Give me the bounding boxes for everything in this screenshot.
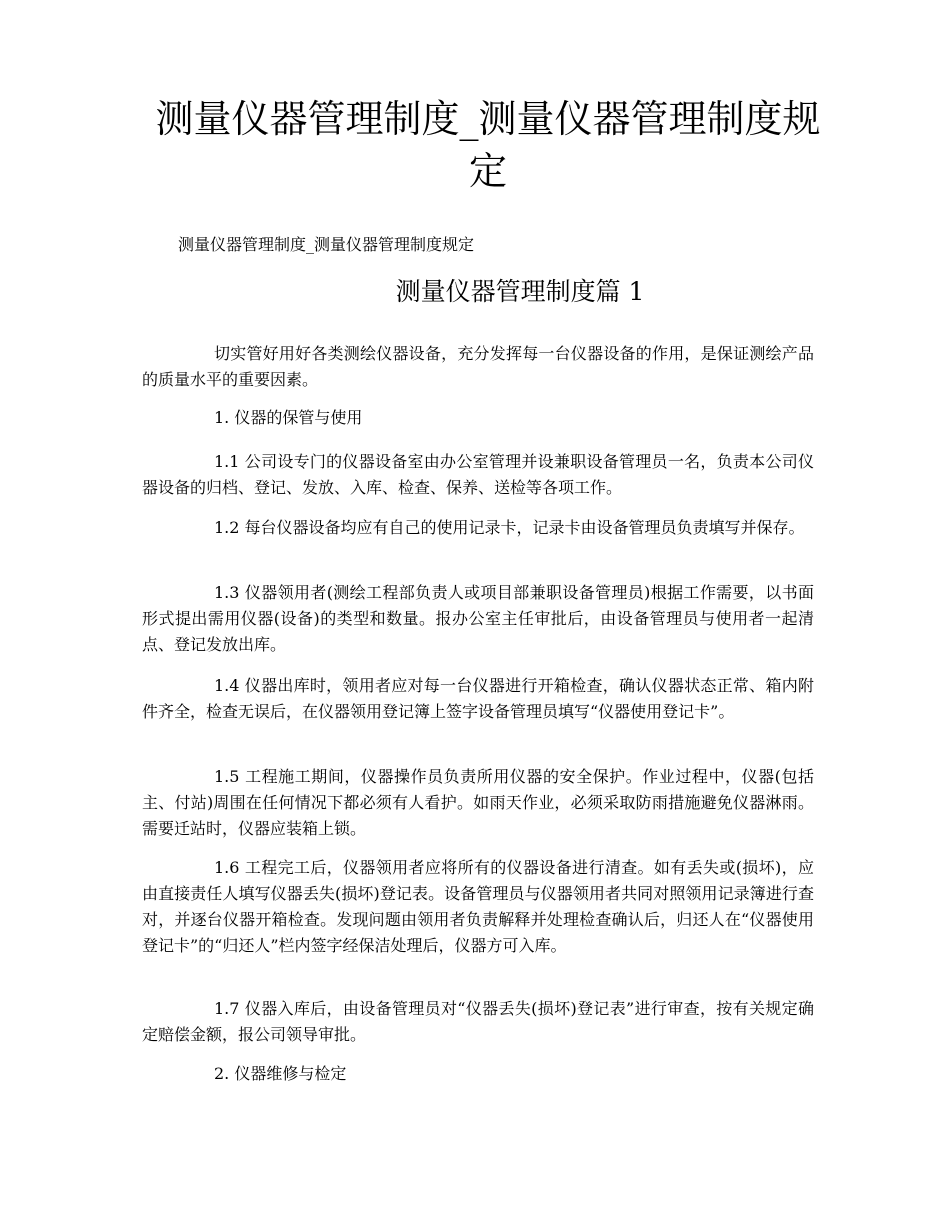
- clause-1-3: 1.3 仪器领用者(测绘工程部负责人或项目部兼职设备管理员)根据工作需要，以书面形式提出需用仪器(设备)的类型和数量。报办公室主任审批后，由设备管理员与使用者一起清点、登记发放出库。: [142, 583, 814, 654]
- document-title: 测量仪器管理制度_测量仪器管理制度规定: [155, 97, 821, 193]
- clause-1-6: 1.6 工程完工后，仪器领用者应将所有的仪器设备进行清查。如有丢失或(损坏)，应由直接责任人填写仪器丢失(损坏)登记表。设备管理员与仪器领用者共同对照领用记录簿进行查对，并逐台仪器开箱检查。发现问题由领用者负责解释并处理检查确认后，归还人在“仪器使用登记卡”的“归还人”栏内签字经保洁处理后，仪器方可入库。: [142, 858, 814, 955]
- clause-1-2: 1.2 每台仪器设备均应有自己的使用记录卡，记录卡由设备管理员负责填写并保存。: [214, 518, 805, 537]
- clause-heading-2: 2. 仪器维修与检定: [214, 1064, 347, 1083]
- intro-paragraph: 切实管好用好各类测绘仪器设备，充分发挥每一台仪器设备的作用，是保证测绘产品的质量水平的重要因素。: [142, 344, 814, 389]
- clause-1-4: 1.4 仪器出库时，领用者应对每一台仪器进行开箱检查，确认仪器状态正常、箱内附件齐全，检查无误后，在仪器领用登记簿上签字设备管理员填写“仪器使用登记卡”。: [142, 676, 814, 721]
- clause-1-7: 1.7 仪器入库后，由设备管理员对“仪器丢失(损坏)登记表”进行审查，按有关规定确定赔偿金额，报公司领导审批。: [142, 999, 814, 1044]
- document-subtitle: 测量仪器管理制度_测量仪器管理制度规定: [178, 235, 475, 254]
- clause-heading-1: 1. 仪器的保管与使用: [214, 408, 363, 427]
- clause-1-1: 1.1 公司设专门的仪器设备室由办公室管理并设兼职设备管理员一名，负责本公司仪器设备的归档、登记、发放、入库、检查、保养、送检等各项工作。: [142, 452, 814, 497]
- section-heading: 测量仪器管理制度篇 1: [395, 277, 645, 306]
- clause-1-5: 1.5 工程施工期间，仪器操作员负责所用仪器的安全保护。作业过程中，仪器(包括主、付站)周围在任何情况下都必须有人看护。如雨天作业，必须采取防雨措施避免仪器淋雨。需要迁站时，仪器应装箱上锁。: [142, 767, 814, 838]
